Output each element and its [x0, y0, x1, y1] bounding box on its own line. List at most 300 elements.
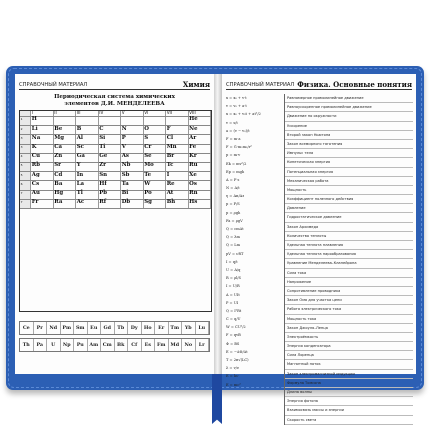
element-symbol: Ag [31, 171, 40, 178]
element-cell [121, 163, 143, 171]
element-cell [121, 117, 143, 125]
element-symbol: Te [144, 171, 152, 178]
element-symbol: Ca [54, 143, 63, 150]
element-symbol: Po [144, 189, 152, 196]
period-label: 2 [20, 126, 31, 134]
element-cell [121, 126, 143, 134]
element-symbol: Mg [54, 134, 65, 141]
formula: Ek = mv²/2 [226, 161, 247, 166]
formula: λ = v/ν [226, 366, 239, 371]
term: Давление [285, 204, 413, 213]
element-cell: Bk [115, 339, 129, 351]
period-label: 3 [20, 135, 31, 143]
element-cell [54, 181, 76, 189]
element-symbol: Cs [31, 180, 40, 187]
element-cell: Es [142, 339, 156, 351]
formula: Q = I²Rt [226, 308, 242, 313]
term: Сила тока [285, 269, 413, 278]
formula: F = qvB [226, 333, 241, 338]
group-header: I [31, 111, 53, 116]
element-cell [31, 200, 53, 208]
element-symbol: Db [121, 199, 131, 206]
formula: F = G·m₁m₂/r² [226, 145, 252, 150]
period-label: 1 [20, 117, 31, 125]
element-cell [76, 154, 98, 162]
book-spine [214, 74, 221, 374]
element-symbol: Ar [189, 134, 197, 141]
formula: I = q/t [226, 259, 238, 264]
bookmark-ribbon [212, 370, 222, 424]
element-symbol: Se [144, 153, 152, 160]
element-cell [76, 172, 98, 180]
element-symbol: Cu [31, 153, 40, 160]
formula: Ep = mgh [226, 169, 245, 174]
term: Сила Лоренца [285, 351, 413, 360]
element-cell: Nd [47, 322, 61, 334]
formula: W = CU²/2 [226, 325, 246, 330]
formula: v = v₀ + a·t [226, 104, 247, 109]
element-cell [99, 117, 121, 125]
period-row [20, 181, 211, 190]
formula: E = −ΔΦ/Δt [226, 349, 248, 354]
formula: Q = λm [226, 235, 240, 240]
formula: A = UIt [226, 292, 240, 297]
element-symbol: V [121, 143, 126, 150]
header-subject: Химия [182, 80, 210, 89]
term: Взаимосвязь массы и энергии [285, 406, 413, 415]
formula: Q = Lm [226, 243, 241, 248]
term: Равномерное прямолинейное движение [285, 94, 413, 103]
period-label: 5 [20, 163, 31, 171]
element-symbol: Rb [31, 162, 41, 169]
term: Закон Архимеда [285, 223, 413, 232]
term: Импульс тела [285, 149, 413, 158]
lanthanides-actinides [19, 318, 210, 362]
element-cell [54, 200, 76, 208]
period-header-cell [20, 111, 31, 116]
element-cell [99, 135, 121, 143]
element-symbol: Be [54, 125, 63, 132]
element-symbol: Rn [189, 189, 198, 196]
element-cell [166, 154, 188, 162]
element-cell [76, 200, 98, 208]
element-symbol: Zn [54, 153, 63, 160]
element-symbol: Bi [121, 189, 129, 196]
element-symbol: F [166, 125, 171, 132]
element-symbol: Sb [121, 171, 130, 178]
element-cell [144, 172, 166, 180]
element-symbol: Fe [189, 143, 197, 150]
term: Магнитный поток [285, 360, 413, 369]
element-cell: Cm [101, 339, 115, 351]
element-symbol: W [144, 180, 151, 187]
term: Количество теплоты [285, 232, 413, 241]
formula-column [226, 94, 282, 389]
element-cell: Sm [74, 322, 88, 334]
formula: p = F/S [226, 202, 240, 207]
term: Потенциальная энергия [285, 168, 413, 177]
physics-page [221, 74, 416, 422]
element-cell [76, 135, 98, 143]
page-header [226, 77, 412, 90]
element-symbol: Ti [99, 143, 106, 150]
element-symbol: Kr [189, 153, 197, 160]
formula: p = m·v [226, 153, 241, 158]
title-line-1: Периодическая система химических [54, 94, 175, 100]
period-row [20, 126, 211, 135]
element-cell [31, 117, 53, 125]
formula: v = s/t [226, 120, 238, 125]
element-symbol: Au [31, 189, 40, 196]
element-symbol: Sg [144, 199, 152, 206]
formula: U = A/q [226, 267, 241, 272]
period-row [20, 200, 211, 209]
element-symbol: H [31, 116, 37, 123]
element-cell [166, 200, 188, 208]
element-cell [76, 117, 98, 125]
element-symbol: Mn [166, 143, 177, 150]
element-cell [31, 145, 53, 153]
term: Кинетическая энергия [285, 158, 413, 167]
element-cell [144, 181, 166, 189]
element-symbol: Zr [99, 162, 107, 169]
element-symbol: K [31, 143, 37, 150]
element-cell: Yb [182, 322, 196, 334]
element-cell: Np [61, 339, 75, 351]
formula: pV = νRT [226, 251, 244, 256]
element-cell [31, 163, 53, 171]
element-symbol: Xe [189, 171, 197, 178]
element-symbol: Li [31, 125, 38, 132]
formula: x = x₀ + v·t [226, 96, 247, 100]
element-cell [144, 200, 166, 208]
element-cell [54, 117, 76, 125]
element-cell: Lr [196, 339, 210, 351]
element-cell [99, 145, 121, 153]
element-symbol: Ra [54, 199, 63, 206]
element-cell [144, 163, 166, 171]
period-row [20, 191, 211, 200]
element-cell: No [182, 339, 196, 351]
element-cell [144, 191, 166, 199]
element-cell [76, 181, 98, 189]
element-cell [189, 135, 211, 143]
term: Работа электрического тока [285, 305, 413, 314]
header-subject: Физика. Основные понятия [297, 80, 412, 89]
element-cell: Eu [88, 322, 102, 334]
element-cell [189, 163, 211, 171]
element-cell [121, 154, 143, 162]
element-cell [76, 163, 98, 171]
element-cell [189, 145, 211, 153]
element-cell [189, 172, 211, 180]
term: Сопротивление проводника [285, 287, 413, 296]
group-header: VII [166, 111, 188, 116]
formula: P = UI [226, 300, 239, 305]
element-symbol: C [99, 125, 104, 132]
header-section-label: СПРАВОЧНЫЙ МАТЕРИАЛ [19, 82, 88, 88]
element-cell [144, 135, 166, 143]
formula: E = mc² [226, 382, 241, 387]
period-label: 6 [20, 181, 31, 189]
period-label: 7 [20, 200, 31, 208]
element-cell: Th [20, 339, 34, 351]
term: Второй закон Ньютона [285, 131, 413, 140]
element-cell [121, 191, 143, 199]
element-cell [31, 135, 53, 143]
element-symbol: B [76, 125, 82, 132]
term: Удельная теплота парообразования [285, 250, 413, 259]
element-symbol: Ac [76, 199, 85, 206]
element-cell: Md [169, 339, 183, 351]
group-header: III [76, 111, 98, 116]
element-cell [189, 181, 211, 189]
element-cell: Fm [155, 339, 169, 351]
element-symbol: O [144, 125, 149, 132]
element-cell [99, 126, 121, 134]
element-cell [54, 172, 76, 180]
term: Механическая работа [285, 177, 413, 186]
element-cell [54, 135, 76, 143]
group-header: V [121, 111, 143, 116]
formula: p = ρgh [226, 210, 241, 215]
period-label: 7 [20, 191, 31, 199]
element-cell [121, 145, 143, 153]
element-symbol: N [121, 125, 127, 132]
formula: A = F·s [226, 177, 240, 182]
formula: η = Aп/Aз [226, 194, 245, 199]
element-cell [189, 117, 211, 125]
element-cell [76, 126, 98, 134]
element-symbol: Cd [54, 171, 63, 178]
element-cell [144, 154, 166, 162]
element-symbol: Ge [99, 153, 108, 160]
element-cell [189, 126, 211, 134]
element-symbol: Ta [121, 180, 129, 187]
element-symbol: Y [76, 162, 81, 169]
element-cell [166, 172, 188, 180]
element-symbol: Hs [189, 199, 198, 206]
lanthanides-row [19, 321, 210, 335]
element-symbol: Si [99, 134, 106, 141]
element-symbol: Ne [189, 125, 198, 132]
term: Закон всемирного тяготения [285, 140, 413, 149]
element-symbol: Sn [99, 171, 108, 178]
term: Коэффициент полезного действия [285, 195, 413, 204]
element-symbol: Mo [144, 162, 154, 169]
term: Удельная теплота плавления [285, 241, 413, 250]
period-row [20, 163, 211, 172]
element-cell: Ce [20, 322, 34, 334]
element-symbol: S [144, 134, 149, 141]
title-line-2: элементов Д.И. МЕНДЕЛЕЕВА [64, 101, 165, 107]
formula: I = U/R [226, 284, 240, 289]
element-symbol: Os [189, 180, 197, 187]
element-cell [121, 172, 143, 180]
element-symbol: Br [166, 153, 175, 160]
formula: a = (v − v₀)/t [226, 128, 250, 133]
term: Закон Джоуля–Ленца [285, 324, 413, 333]
actinides-row [19, 338, 210, 352]
period-row [20, 117, 211, 126]
term: Движение по окружности [285, 112, 413, 121]
element-cell [31, 191, 53, 199]
element-symbol: Hf [99, 180, 107, 187]
formula: x = x₀ + v₀t + at²/2 [226, 112, 261, 117]
header-section-label: СПРАВОЧНЫЙ МАТЕРИАЛ [226, 82, 295, 88]
formula: T = 2π√(LC) [226, 358, 249, 362]
element-cell: Tb [115, 322, 129, 334]
element-cell [189, 154, 211, 162]
element-cell [54, 163, 76, 171]
element-cell [31, 126, 53, 134]
terms-column [284, 94, 413, 425]
element-cell [189, 200, 211, 208]
period-label: 5 [20, 172, 31, 180]
formula: F = m·a [226, 136, 241, 141]
element-cell: Pu [74, 339, 88, 351]
element-symbol: Pb [99, 189, 108, 196]
element-cell [54, 154, 76, 162]
formula: N = A/t [226, 186, 240, 191]
group-header: VIII [189, 111, 211, 116]
element-cell: Pr [34, 322, 48, 334]
element-cell [54, 126, 76, 134]
element-symbol: Ru [189, 162, 198, 169]
term: Энергия фотона [285, 397, 413, 406]
period-row [20, 135, 211, 144]
element-symbol: In [76, 171, 84, 178]
period-row [20, 172, 211, 181]
term: Напряжение [285, 278, 413, 287]
element-cell [144, 126, 166, 134]
page-header [19, 77, 210, 90]
element-symbol: Sr [54, 162, 61, 169]
element-cell [76, 191, 98, 199]
periodic-table-title [15, 94, 214, 108]
element-cell [31, 181, 53, 189]
element-symbol: Bh [166, 199, 176, 206]
term: Мощность [285, 186, 413, 195]
element-cell [166, 135, 188, 143]
group-header: VI [144, 111, 166, 116]
element-cell [144, 117, 166, 125]
element-cell [166, 126, 188, 134]
period-row [20, 154, 211, 163]
element-symbol: Tl [76, 189, 83, 196]
element-cell: U [47, 339, 61, 351]
element-symbol: Al [76, 134, 83, 141]
element-symbol: Re [166, 180, 175, 187]
element-symbol: He [189, 116, 198, 123]
element-cell [166, 191, 188, 199]
element-cell [121, 181, 143, 189]
element-cell [31, 154, 53, 162]
element-cell [99, 172, 121, 180]
element-cell [99, 181, 121, 189]
element-cell: Pm [61, 322, 75, 334]
formula: R = ρl/S [226, 276, 241, 281]
element-cell [99, 163, 121, 171]
element-cell [54, 191, 76, 199]
term: Длина волны [285, 388, 413, 397]
element-cell: Er [155, 322, 169, 334]
element-cell: Pa [34, 339, 48, 351]
element-symbol: La [76, 180, 85, 187]
element-cell [76, 145, 98, 153]
term: Гидростатическое давление [285, 213, 413, 222]
formula: Fa = ρgV [226, 218, 243, 223]
element-symbol: Cr [144, 143, 152, 150]
element-cell [99, 154, 121, 162]
element-cell: Ho [142, 322, 156, 334]
term: Скорость света [285, 416, 413, 425]
formula: Q = cmΔt [226, 227, 244, 231]
element-cell: Tm [169, 322, 183, 334]
element-cell: Dy [128, 322, 142, 334]
element-cell: Gd [101, 322, 115, 334]
group-header: IV [99, 111, 121, 116]
element-cell [121, 200, 143, 208]
element-symbol: Ba [54, 180, 63, 187]
periodic-table [19, 110, 212, 312]
element-cell [99, 191, 121, 199]
period-label: 3 [20, 145, 31, 153]
term: Мощность тока [285, 315, 413, 324]
element-cell: Cf [128, 339, 142, 351]
term: Электроёмкость [285, 333, 413, 342]
element-symbol: Hg [54, 189, 64, 196]
element-cell [189, 191, 211, 199]
element-symbol: Fr [31, 199, 39, 206]
period-row [20, 145, 211, 154]
element-cell [166, 181, 188, 189]
element-symbol: As [121, 153, 129, 160]
element-symbol: At [166, 189, 174, 196]
group-header: II [54, 111, 76, 116]
chemistry-page [15, 74, 215, 374]
element-cell [54, 145, 76, 153]
element-symbol: P [121, 134, 126, 141]
term: Ускорение [285, 122, 413, 131]
element-symbol: Tc [166, 162, 174, 169]
element-symbol: Sc [76, 143, 84, 150]
element-cell [144, 145, 166, 153]
element-symbol: Ga [76, 153, 85, 160]
element-cell [99, 200, 121, 208]
element-cell: Am [88, 339, 102, 351]
formula: C = q/U [226, 317, 241, 322]
term: Закон электромагнитной индукции [285, 370, 413, 379]
element-symbol: Rf [99, 199, 107, 206]
term: Формула Томсона [285, 379, 413, 388]
element-cell [166, 145, 188, 153]
term: Равноускоренное прямолинейное движение [285, 103, 413, 112]
term: Закон Ома для участка цепи [285, 296, 413, 305]
period-label: 4 [20, 154, 31, 162]
element-cell [31, 172, 53, 180]
element-symbol: I [166, 171, 170, 178]
formula: Φ = BS [226, 341, 240, 346]
element-cell [166, 163, 188, 171]
element-symbol: Cl [166, 134, 174, 141]
formula: E = hν [226, 374, 239, 379]
term: Уравнение Менделеева–Клапейрона [285, 259, 413, 268]
element-cell: Lu [196, 322, 210, 334]
element-symbol: Nb [121, 162, 131, 169]
element-symbol: Na [31, 134, 41, 141]
element-cell [166, 117, 188, 125]
